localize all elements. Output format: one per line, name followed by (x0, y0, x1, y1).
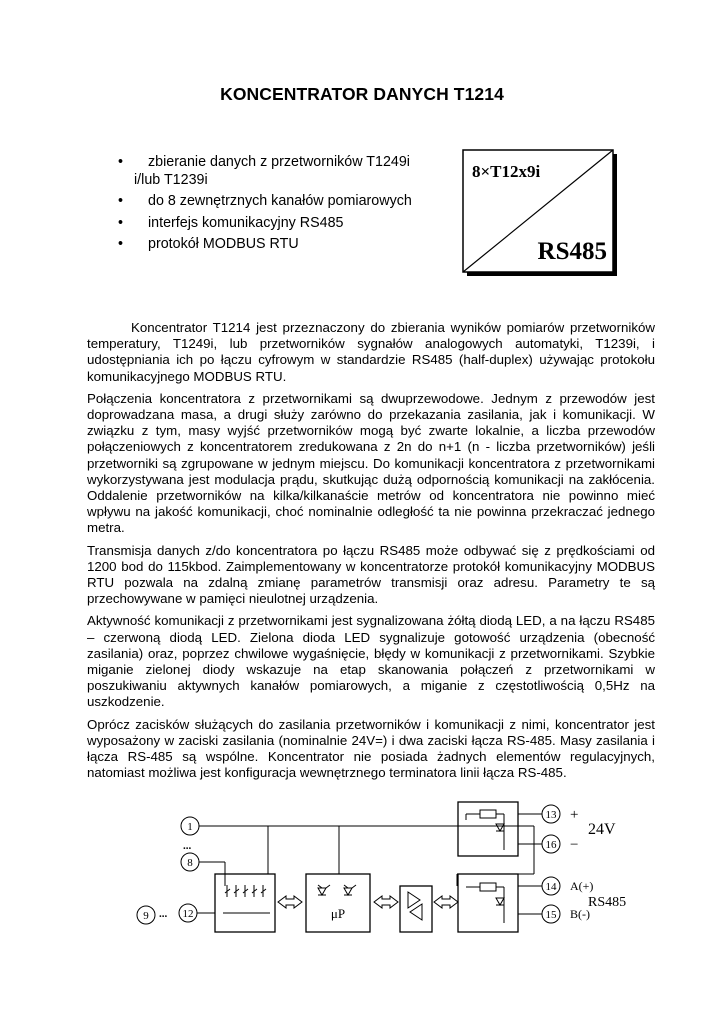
power-protection-icon (466, 810, 504, 850)
list-item-text-cont: i/lub T1239i (134, 171, 208, 188)
paragraph: Koncentrator T1214 jest przeznaczony do zbierania wyników pomiarów przetworników temperatury, T1249i, lub przetworników sygnałów analogowych automatyki, T1239i, i udostępniania ich po łączu cyfrowym w standardzie RS485 (half-duplex) używając protokołu komunikacyjnego MODBUS RTU. (87, 320, 655, 384)
symbol-bottom-label: RS485 (537, 238, 607, 265)
plus-label: + (570, 807, 579, 823)
symbol-top-label: 8×T12x9i (472, 162, 541, 181)
mcu-block (306, 874, 370, 932)
description (87, 320, 655, 787)
rs485-protection-icon (466, 883, 504, 923)
rs485-a-label: A(+) (570, 879, 594, 893)
paragraph: Transmisja danych z/do koncentratora po łączu RS485 może odbywać się z prędkościami od 1200 bod do 115kbod. Zaimplementowany w koncentratorze protokół komunikacyjny MODBUS RTU pozwala na zdalną zmianę parametrów transmisji oraz adresu. Parametry te są przechowywane w pamięci nieulotnej urządzenia. (87, 542, 655, 607)
input-block (215, 874, 275, 932)
mcu-label: μP (330, 906, 346, 921)
transceiver-block (400, 886, 432, 932)
bullet-icon: • (118, 193, 124, 209)
device-symbol (462, 149, 618, 277)
list-item (118, 236, 458, 254)
data-arrow-icon (434, 896, 458, 908)
bullet-icon: • (118, 154, 124, 170)
list-item-text: do 8 zewnętrznych kanałów pomiarowych (148, 193, 412, 209)
list-item (118, 193, 458, 211)
terminal-12-label: 12 (182, 908, 194, 920)
led-icon (318, 885, 356, 895)
input-switches-icon (223, 885, 270, 913)
list-item-text: protokół MODBUS RTU (148, 236, 299, 252)
terminal-1-label: 1 (187, 821, 193, 833)
minus-label: − (570, 837, 579, 853)
data-arrow-icon (278, 896, 302, 908)
paragraph: Połączenia koncentratora z przetwornikami są dwuprzewodowe. Jednym z przewodów jest doprowadzana masa, a drugi służy zarówno do przekazania zasilania, jak i komunikacji. W związku z tym, masy wyjść przetworników mogą być zwarte lokalnie, a liczba przewodów połączeniowych z koncentratorem zredukowana z 2n do n+1 (n - liczba przetworników) jeśli przetworniki są zgrupowane w jednym miejscu. Do komunikacji koncentratora z przetwornikami wykorzystywana jest modulacja prądu, skutkując dużą odpornością komunikacji na zakłócenia. Oddalenie przetworników na kilka/kilkanaście metrów od koncentratora nie powinno mieć wpływu na jakość komunikacji, choć nominalnie odległość ta nie powinna przekraczać jednego metra. (87, 390, 655, 536)
terminal-16-label: 16 (545, 839, 557, 851)
terminal-15-label: 15 (545, 909, 557, 921)
list-item-text: interfejs komunikacyjny RS485 (148, 214, 344, 231)
terminal-8-label: 8 (187, 857, 193, 869)
terminal-9-label: 9 (143, 910, 149, 922)
list-item-text: zbieranie danych z przetworników T1249i (148, 154, 410, 170)
rs485-label: RS485 (588, 895, 627, 910)
list-item (118, 154, 458, 189)
rs485-b-label: B(-) (570, 907, 590, 921)
bullet-icon: • (118, 236, 124, 252)
bullet-icon: • (118, 214, 124, 231)
transceiver-icon (408, 892, 422, 920)
list-item (118, 215, 458, 233)
terminal-14-label: 14 (545, 881, 557, 893)
supply-label: 24V (588, 821, 616, 838)
ellipsis: ... (183, 840, 192, 852)
terminal-13-label: 13 (545, 809, 557, 821)
paragraph: Aktywność komunikacji z przetwornikami jest sygnalizowana żółtą diodą LED, a na łączu RS485 – czerwoną diodą LED. Zielona dioda LED sygnalizuje gotowość urządzenia (obecność zasilania) oraz, poprzez chwilowe wygaśnięcie, błędy w komunikacji z przetwornikami. Szybkie miganie zielonej diody wskazuje na etap skanowania połączeń z przetwornikami w poszukiwaniu aktywnych kanałów pomiarowych, a miganie z częstotliwością 0,5Hz na uszkodzenie. (87, 613, 655, 710)
feature-list (118, 154, 458, 258)
block-diagram (130, 790, 660, 940)
page-title: KONCENTRATOR DANYCH T1214 (220, 84, 504, 104)
paragraph: Oprócz zacisków służących do zasilania przetworników i komunikacji z nimi, koncentrator jest wyposażony w zaciski zasilania (nominalnie 24V=) i dwa zaciski łącza RS-485. Masy zasilania i łącza RS-485 są wspólne. Koncentrator nie posiada żadnych elementów regulacyjnych, natomiast możliwa jest konfiguracja wewnętrznego terminatora linii łącza RS-485. (87, 716, 655, 781)
data-arrow-icon (374, 896, 398, 908)
ellipsis: ... (159, 908, 168, 920)
